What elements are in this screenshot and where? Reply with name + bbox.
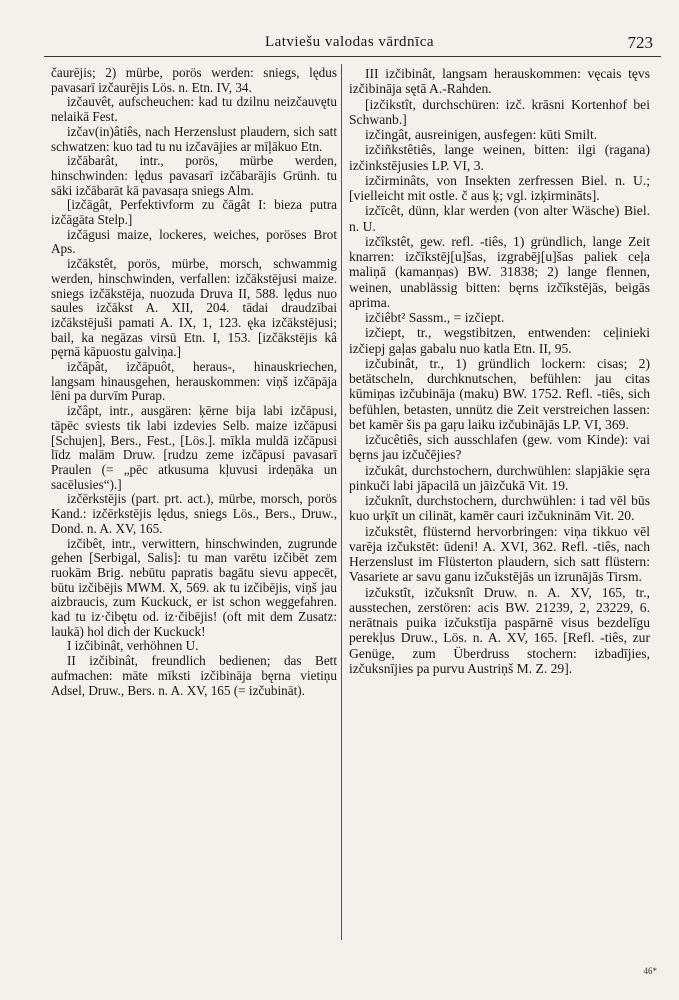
dictionary-entry: izčauvêt, aufscheuchen: kad tu dzilnu neizčauvętu nelaikā Fest. [51,94,337,125]
left-column [51,66,337,698]
dictionary-entry: izčiñkstêtiês, lange weinen, bitten: ilgi (ragana) izčinkstējusies LP. VI, 3. [349,142,650,173]
dictionary-entry: I izčibinât, verhöhnen U. [67,638,199,654]
column-divider [341,64,342,940]
dictionary-entry: izčābarât, intr., porös, mürbe werden, hinschwinden: lędus pavasarī izčābarājis Grünh. tu sāki izčābarāt kā pavasaŗa sniegs Alm. [51,153,337,198]
dictionary-entry: izčirminâts, von Insekten zerfressen Biel. n. U.; [vielleicht mit ostle. č aus ķ; vgl. izķirmināts]. [349,172,650,203]
dictionary-entry: izčuknît, durchstochern, durchwühlen: i tad vēl būs kuo urķīt un cilināt, kamēr cauri izčukninām Vit. 20. [349,493,650,524]
right-column [349,66,650,676]
dictionary-entry: izčîkstêt, gew. refl. -tiês, 1) gründlich, lange Zeit knarren: izčīkstēj[u]šas, izgrabēj[u]šas paliek ceļa maliņā (kamanņas) BW. 31838; 2) lange flennen, weinen, unablässig bitten: bęrns izčīkstējās, beigās aprima. [349,233,650,310]
dictionary-entry: izčākstêt, porös, mürbe, morsch, schwammig werden, hinschwinden, verfallen: izčākstējusi maize. sniegs izčākstēja, nuozuda Druva II, 588. lędus nuo saules izčākst A. XII, 204. tādai draudzībai izčākstējuši pamati A. IX, 1, 123. ęka izčākstējusi; bail, ka negāzas virsū Etn. I, 153. [izčākstējis kâ pęrnā kāpuostu galviņa.] [51,256,337,360]
dictionary-entry: izčāpât, izčāpuôt, heraus-, hinauskriechen, langsam hinausgehen, herauskommen: viņš izčāpāja lēni pa durvīm Purap. [51,359,337,404]
dictionary-entry: izčāgusi maize, lockeres, weiches, poröses Brot Aps. [51,226,337,257]
dictionary-entry: [izčikstît, durchschüren: izč. krāsni Kortenhof bei Schwanb.] [349,96,650,127]
dictionary-entry: izčiept, tr., wegstibitzen, entwenden: ceļinieki izčiepj gaļas gabalu nuo katla Etn. II, 95. [349,325,650,356]
dictionary-entry: izčukstêt, flüsternd hervorbringen: viņa tikkuo vēl varēja izčukstēt: ūdeni! A. XVI, 362. Refl. -tiês, nach Herzenslust im Flüsterton plaudern, sich satt flüstern: Vasariete ar savu ganu izčukstējās un izrunājās Tirsm. [349,523,650,585]
page-header [40,34,659,54]
signature-mark: 46* [643,966,657,976]
dictionary-entry: izčâpt, intr., ausgären: ķērne bija labi izčāpusi, tāpēc sviests tik labi izdevies Selb. maize izčāpusi [Schujen], Bers., Fest., [Lös.]. mīkla muldā izčāpusi līdz malām Druw. [rudzu zeme izčāpusi pavasarī Praulen (= „pēc atkusuma kļuvusi irdeņāka un sacēlusies“).] [51,403,337,492]
header-rule [44,56,661,57]
dictionary-entry: izčingât, ausreinigen, ausfegen: kūti Smilt. [365,127,598,142]
dictionary-entry: izčērkstējis (part. prt. act.), mürbe, morsch, porös Kand.: izčērkstējis lędus, sniegs Lös., Bers., Druw., Dond. n. A. XV, 165. [51,491,337,536]
dictionary-entry: izčiêbt² Sassm., = izčiept. [365,310,505,325]
entry-continuation: čaurējis; 2) mürbe, porös werden: sniegs, lędus pavasarī izčaurējis Lös. n. Etn. IV, 34. [51,65,337,95]
dictionary-entry: izčukât, durchstochern, durchwühlen: slapjākie sęra pinkuči labi jāpacilā un jāizčukā Vit. 19. [349,462,650,493]
dictionary-entry: [izčāgât, Perfektivform zu čāgât I: bieza putra izčāgāta Stelp.] [51,197,337,228]
page-number: 723 [627,33,653,52]
running-title: Latviešu valodas vārdnīca [264,34,435,50]
dictionary-entry: izčucêtiês, sich ausschlafen (gew. vom Kinde): vai bęrns jau izčučējies? [349,432,650,463]
dictionary-entry: II izčibinât, freundlich bedienen; das Bett aufmachen: māte mīksti izčibināja bęrna vietiņu Adsel, Druw., Bers. n. A. XV, 165 (= izčubināt). [51,653,337,698]
dictionary-entry: III izčibinât, langsam herauskommen: vęcais tęvs izčibināja sętā A.-Rahden. [349,66,650,97]
dictionary-entry: izčubinât, tr., 1) gründlich lockern: cisas; 2) betätscheln, durchknutschen, befühlen: jau citas kūmiņas izčubināja (maku) BW. 1752. Refl. -tiês, sich befühlen, betasten, unnütz die Zeit verstreichen lassen: bet kamēr šis pa gaŗu laiku izčubinājās LP. VI, 369. [349,355,650,432]
dictionary-entry: izčīcêt, dünn, klar werden (von alter Wäsche) Biel. n. U. [349,203,650,234]
dictionary-entry: izčav(in)âtiês, nach Herzenslust plaudern, sich satt schwatzen: kuo tad tu nu izčavājies ar mīļākuo Etn. [51,123,337,154]
dictionary-entry: izčibêt, intr., verwittern, hinschwinden, zugrunde gehen [Serbigal, Salis]: tu man varētu izčibēt zem ruokām Brig. nebūtu papratis bagātu sievu appecēt, būtu izčibējis MWM. X, 569. ak tu izčibējis, viņš jau aizbraucis, zum Kuckuck, er ist schon weggefahren. kad tu iz·čibętu od. iz·čibējis! (oft mit dem Zusatz: laukā) hol dich der Kuckuck! [51,535,337,639]
dictionary-entry: izčukstît, izčuksnît Druw. n. A. XV, 165, tr., ausstechen, zerstören: acis BW. 21239, 2, 23229, 6. nerātnais puika izčukstīja paspārnē visus bezdelīgu perekļus Druw., Lös. n. A. XV, 165. [Refl. -tiês, zur Genüge, zum Überdruss stochern: izbadījies, izčuksnījies pa purvu Austriņš M. Z. 29]. [349,584,650,676]
